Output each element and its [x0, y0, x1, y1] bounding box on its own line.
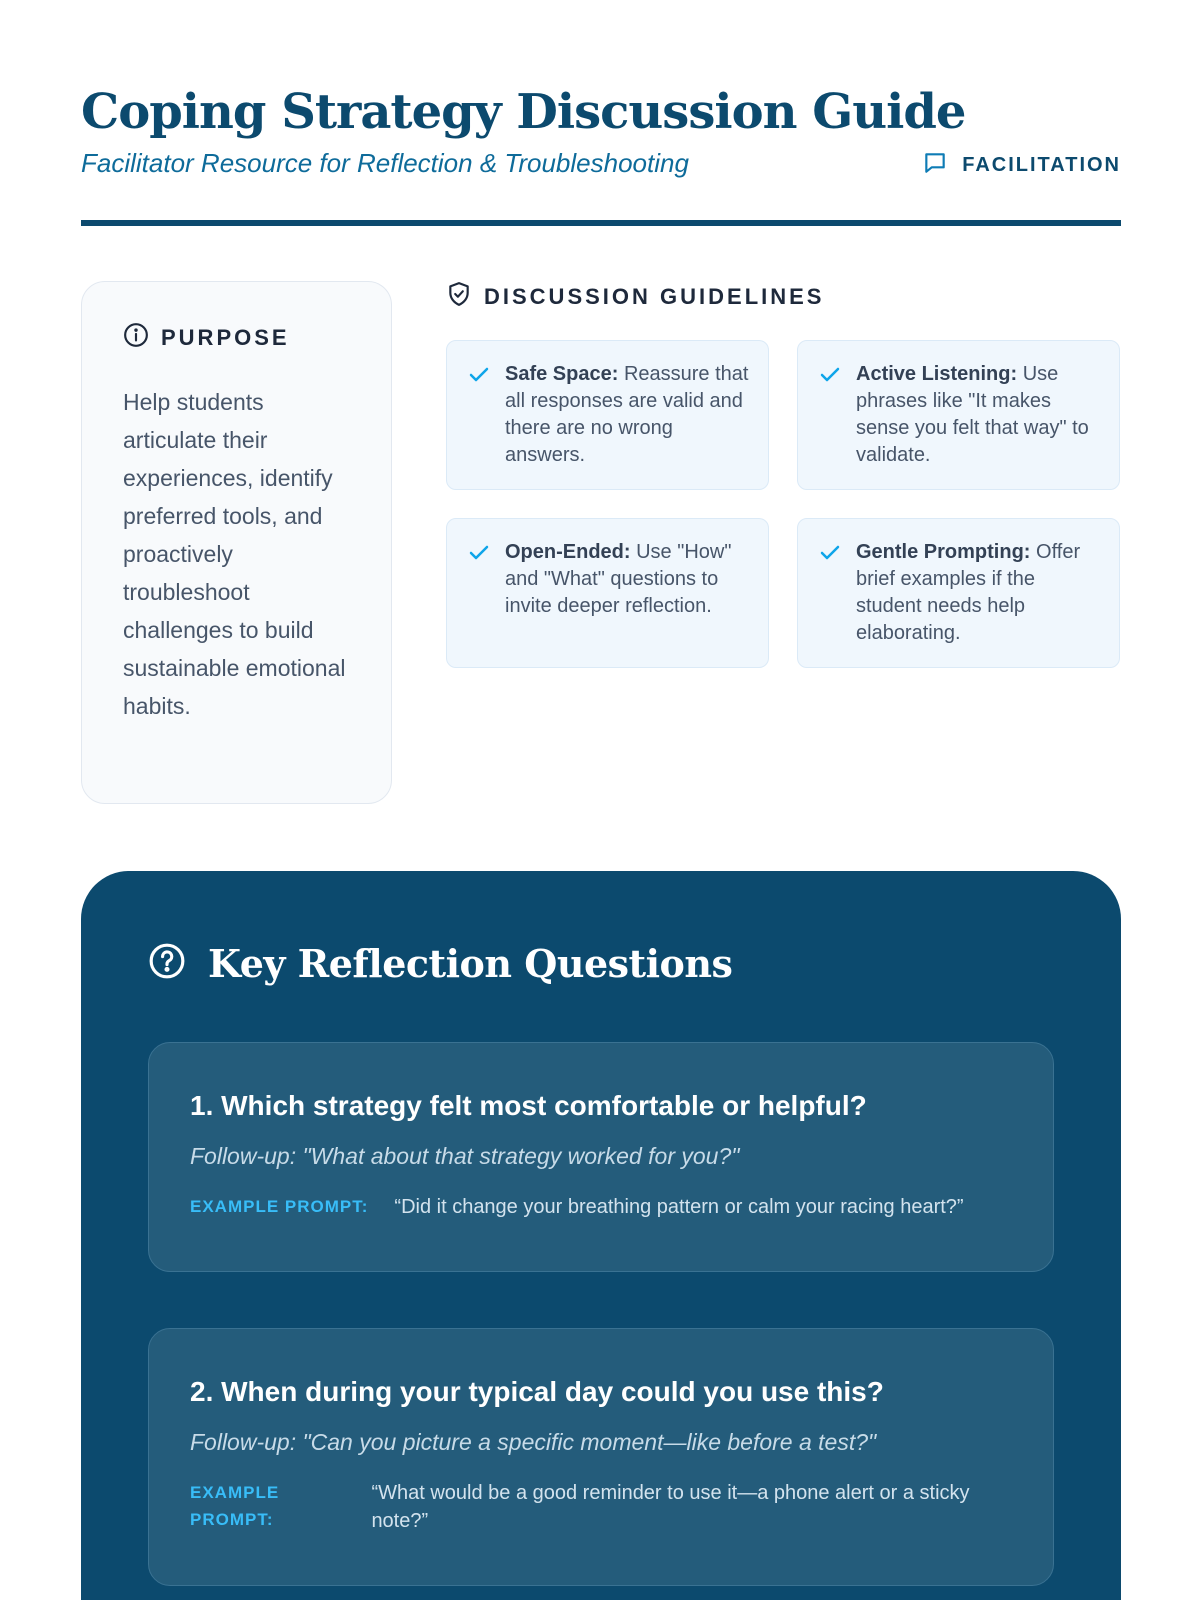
- question-followup: Follow-up: "Can you picture a specific moment—like before a test?": [190, 1429, 877, 1455]
- questions-heading: [148, 941, 1054, 986]
- page-title: Coping Strategy Discussion Guide: [81, 84, 966, 140]
- check-icon: [467, 363, 491, 489]
- questions-title: Key Reflection Questions: [208, 941, 733, 986]
- badge-label: FACILITATION: [962, 154, 1121, 176]
- purpose-heading: [123, 322, 355, 353]
- check-icon: [818, 363, 842, 489]
- guideline-card: [446, 340, 769, 490]
- guideline-text: [856, 361, 1101, 489]
- guideline-text: [505, 361, 750, 489]
- info-icon: [123, 322, 149, 353]
- purpose-text: Help students articulate their experiences, identify preferred tools, and proactively troubleshoot challenges to build sustainable emotional habits.: [123, 389, 346, 719]
- guideline-text: [505, 539, 750, 667]
- question-text: 2. When during your typical day could you use this?: [190, 1376, 884, 1407]
- example-prompt-label: EXAMPLE PROMPT:: [190, 1483, 280, 1529]
- chat-bubble-icon: [922, 150, 948, 181]
- purpose-card: [81, 281, 392, 804]
- guideline-body: Use "How" and "What" questions to invite deeper reflection.: [505, 541, 732, 617]
- purpose-title: PURPOSE: [161, 324, 290, 350]
- example-prompt-label: EXAMPLE PROMPT:: [190, 1197, 369, 1216]
- page-header: [81, 80, 1121, 180]
- guideline-card: [797, 518, 1120, 668]
- guideline-label: Active Listening:: [856, 363, 1018, 385]
- guideline-label: Gentle Prompting:: [856, 541, 1031, 563]
- shield-check-icon: [446, 281, 472, 312]
- example-prompt: [190, 1193, 1013, 1221]
- guideline-label: Safe Space:: [505, 363, 619, 385]
- check-icon: [467, 541, 491, 667]
- question-followup: Follow-up: "What about that strategy worked for you?": [190, 1143, 740, 1169]
- guideline-body: Reassure that all responses are valid and there are no wrong answers.: [505, 363, 749, 466]
- discussion-guidelines: [446, 281, 1121, 668]
- guidelines-grid: [446, 340, 1121, 668]
- question-text: 1. Which strategy felt most comfortable or helpful?: [190, 1090, 867, 1121]
- check-icon: [818, 541, 842, 667]
- guideline-body: Offer brief examples if the student needs help elaborating.: [856, 541, 1081, 644]
- header-divider: [81, 220, 1121, 226]
- guideline-text: [856, 539, 1101, 667]
- reflection-questions-section: [81, 871, 1121, 1600]
- guidelines-heading: [446, 281, 1121, 312]
- guideline-card: [446, 518, 769, 668]
- question-card: [148, 1328, 1054, 1586]
- question-circle-icon: [148, 942, 186, 985]
- facilitation-badge: [922, 150, 1121, 181]
- page-subtitle: Facilitator Resource for Reflection & Troubleshooting: [81, 148, 689, 178]
- guideline-card: [797, 340, 1120, 490]
- example-prompt: [190, 1479, 1013, 1535]
- example-prompt-text: “Did it change your breathing pattern or calm your racing heart?”: [394, 1196, 964, 1218]
- guideline-body: Use phrases like "It makes sense you felt that way" to validate.: [856, 363, 1089, 466]
- question-card: [148, 1042, 1054, 1272]
- example-prompt-text: “What would be a good reminder to use it—a phone alert or a sticky note?”: [371, 1482, 970, 1532]
- guidelines-title: DISCUSSION GUIDELINES: [484, 283, 825, 309]
- guideline-label: Open-Ended:: [505, 541, 631, 563]
